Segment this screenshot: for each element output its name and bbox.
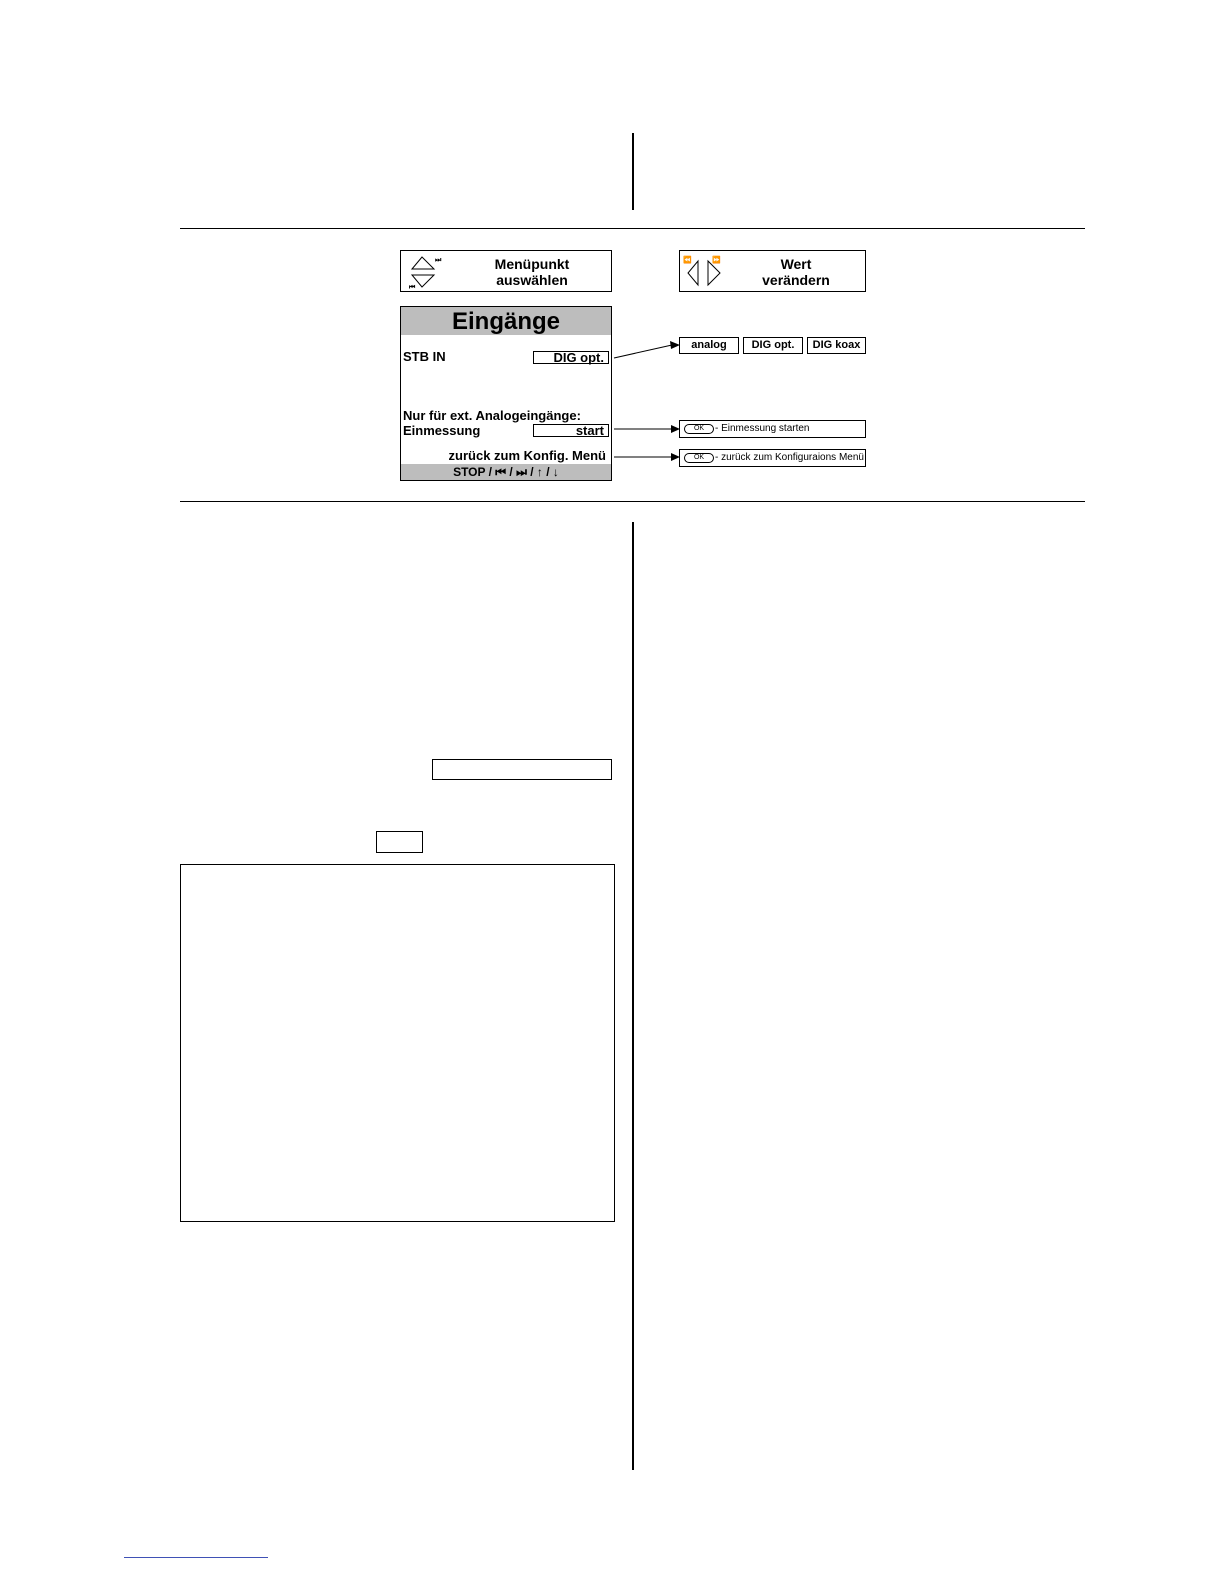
svg-text:⏮: ⏮ [409, 283, 416, 291]
empty-note-frame [180, 864, 615, 1222]
main-column-divider [632, 522, 634, 1470]
empty-field-box [432, 759, 612, 780]
change-hint-line2: verändern [762, 272, 830, 288]
ok-button-icon: OK [684, 424, 714, 434]
up-down-triangle-icon [407, 253, 447, 291]
screen-title: Eingänge [401, 307, 611, 335]
empty-key-box [376, 831, 423, 853]
inputs-menu-screen [400, 306, 612, 481]
top-column-divider [632, 133, 634, 210]
back-action [679, 449, 866, 467]
stb-arrow [614, 345, 672, 358]
svg-text:⏪: ⏪ [683, 256, 692, 264]
stb-in-value[interactable]: DIG opt. [533, 351, 609, 364]
calibration-label: Einmessung [403, 423, 481, 438]
change-value-hint [679, 250, 866, 292]
calibration-action-text: - Einmessung starten [715, 423, 810, 434]
select-hint-line2: auswählen [496, 272, 568, 288]
calibration-action [679, 420, 866, 438]
section-bottom-rule [180, 501, 1085, 502]
svg-text:⏭: ⏭ [435, 256, 442, 264]
svg-text:⏩: ⏩ [712, 256, 721, 264]
back-action-text: - zurück zum Konfiguraions Menü [715, 452, 864, 463]
option-dig-koax[interactable]: DIG koax [807, 337, 866, 354]
footer-link-underline[interactable] [124, 1557, 268, 1558]
option-dig-opt[interactable]: DIG opt. [743, 337, 803, 354]
back-to-config-label[interactable]: zurück zum Konfig. Menü [448, 448, 606, 463]
left-right-triangle-icon [682, 253, 726, 291]
screen-footer: STOP / ⏮ / ⏭ / ↑ / ↓ [401, 464, 611, 480]
select-hint-line1: Menüpunkt [494, 256, 570, 272]
analog-note: Nur für ext. Analogeingänge: [403, 408, 581, 423]
section-top-rule [180, 228, 1085, 229]
option-analog[interactable]: analog [679, 337, 739, 354]
calibration-value[interactable]: start [533, 424, 609, 437]
change-hint-line1: Wert [780, 256, 812, 272]
connector-arrows [610, 330, 682, 470]
ok-button-icon: OK [684, 453, 714, 463]
select-menu-item-hint [400, 250, 612, 292]
stb-in-label: STB IN [403, 349, 446, 364]
